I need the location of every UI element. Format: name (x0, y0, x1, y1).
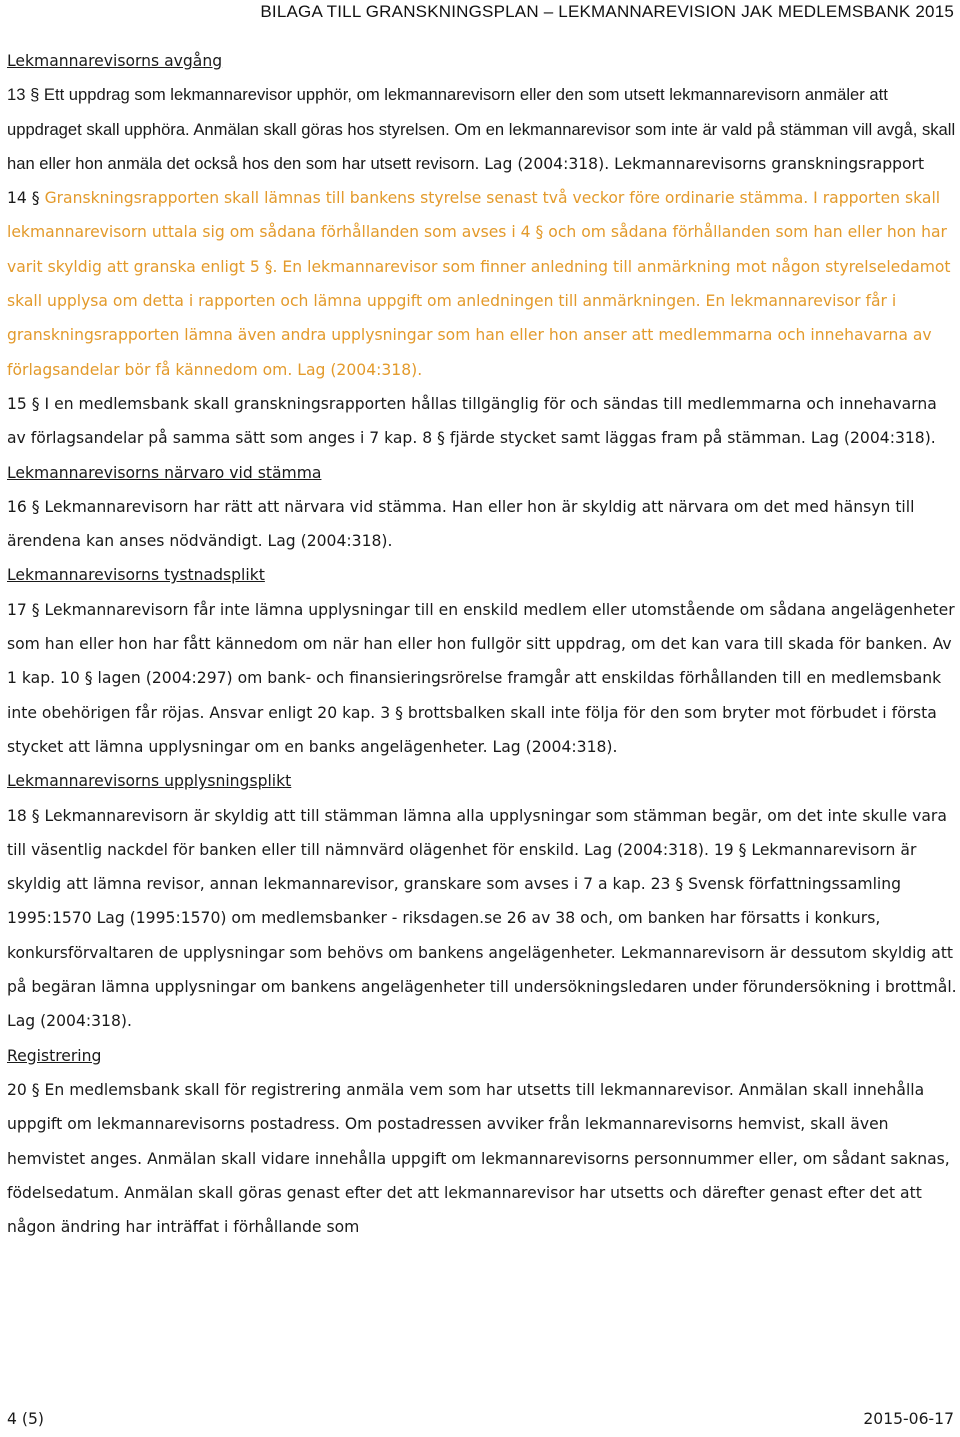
heading-registrering: Registrering (7, 1046, 102, 1065)
heading-upplysningsplikt: Lekmannarevisorns upplysningsplikt (7, 772, 292, 791)
paragraph-17: 17 § Lekmannarevisorn får inte lämna upplysningar till en enskild medlem eller utomstående om sådana angelägenheter som han eller hon har fått kännedom om när han eller hon fullgör sitt uppdrag, om det kan vara till skada för banken. Av 1 kap. 10 § lagen (2004:297) om bank- och finansieringsrörelse framgår att enskildas förhållanden till en medlemsbank inte obehörigen får röjas. Ansvar enligt 20 kap. 3 § brottsbalken skall inte följa för den som bryter mot förbudet i första stycket att lämna upplysningar om en banks angelägenheter. Lag (2004:318). (7, 600, 955, 756)
paragraph-13-tail: Lag (2004:318). Lekmannarevisorns granskningsrapport (479, 154, 925, 173)
paragraph-14-text: Granskningsrapporten skall lämnas till bankens styrelse senast två veckor före ordinarie stämma. I rapporten skall lekmannarevisorn uttala sig om sådana förhållanden som avses i 4 § och om sådana förhållanden som han eller hon har varit skyldig att granska enligt 5 §. En lekmannarevisor som finner anledning till anmärkning mot någon styrelseledamot skall upplysa om detta i rapporten och lämna uppgift om anledningen till anmärkningen. En lekmannarevisor får i granskningsrapporten lämna även andra upplysningar som han eller hon anser att medlemmarna och innehavarna av förlagsandelar bör få kännedom om. Lag (2004:318). (7, 189, 951, 379)
footer-date: 2015-06-17 (863, 1410, 954, 1428)
paragraph-15: 15 § I en medlemsbank skall granskningsrapporten hållas tillgänglig för och sändas till medlemmarna och innehavarna av förlagsandelar på samma sätt som anges i 7 kap. 8 § fjärde stycket samt läggas fram på stämman. Lag (2004:318). (7, 394, 937, 448)
paragraph-13-text: 13 § Ett uppdrag som lekmannarevisor upphör, om lekmannarevisorn eller den som utsett lekmannarevisorn anmäler att uppdraget skall upphöra. Anmälan skall göras hos styrelsen. Om en lekmannarevisor som inte är vald på stämman vill avgå, skall han eller hon anmäla det också hos den som har utsett revisorn. (7, 85, 956, 173)
heading-tystnadsplikt: Lekmannarevisorns tystnadsplikt (7, 566, 265, 585)
paragraph-16: 16 § Lekmannarevisorn har rätt att närvara vid stämma. Han eller hon är skyldig att närvara om det med hänsyn till ärendena kan anses nödvändigt. Lag (2004:318). (7, 497, 915, 551)
paragraph-14-number: 14 § (7, 189, 45, 208)
page-header: BILAGA TILL GRANSKNINGSPLAN – LEKMANNAREVISION JAK MEDLEMSBANK 2015 (260, 2, 954, 21)
paragraph-18-19-23: 18 § Lekmannarevisorn är skyldig att till stämman lämna alla upplysningar som stämman begär, om det inte skulle vara till väsentlig nackdel för banken eller till nämnvärd olägenhet för enskild. Lag (2004:318). 19 § Lekmannarevisorn är skyldig att lämna revisor, annan lekmannarevisor, granskare som avses i 7 a kap. 23 § Svensk författningssamling 1995:1570 Lag (1995:1570) om medlemsbanker - riksdagen.se 26 av 38 och, om banken har försatts i konkurs, konkursförvaltaren de upplysningar som behövs om bankens angelägenheter. Lekmannarevisorn är dessutom skyldig att på begäran lämna upplysningar om bankens angelägenheter till undersökningsledaren under förundersökning i brottmål. Lag (2004:318). (7, 806, 957, 1031)
heading-avgang: Lekmannarevisorns avgång (7, 52, 223, 70)
paragraph-13 (7, 78, 957, 181)
document-body (7, 44, 957, 1244)
page-number: 4 (5) (7, 1410, 44, 1428)
paragraph-14 (7, 181, 957, 387)
paragraph-20: 20 § En medlemsbank skall för registrering anmäla vem som har utsetts till lekmannarevisor. Anmälan skall innehålla uppgift om lekmannarevisorns postadress. Om postadressen avviker från lekmannarevisorns hemvist, skall även hemvistet anges. Anmälan skall vidare innehålla uppgift om lekmannarevisorns personnummer eller, om sådant saknas, födelsedatum. Anmälan skall göras genast efter det att lekmannarevisor har utsetts och därefter genast efter det att någon ändring har inträffat i förhållande som (7, 1080, 950, 1237)
heading-narvaro: Lekmannarevisorns närvaro vid stämma (7, 463, 322, 482)
